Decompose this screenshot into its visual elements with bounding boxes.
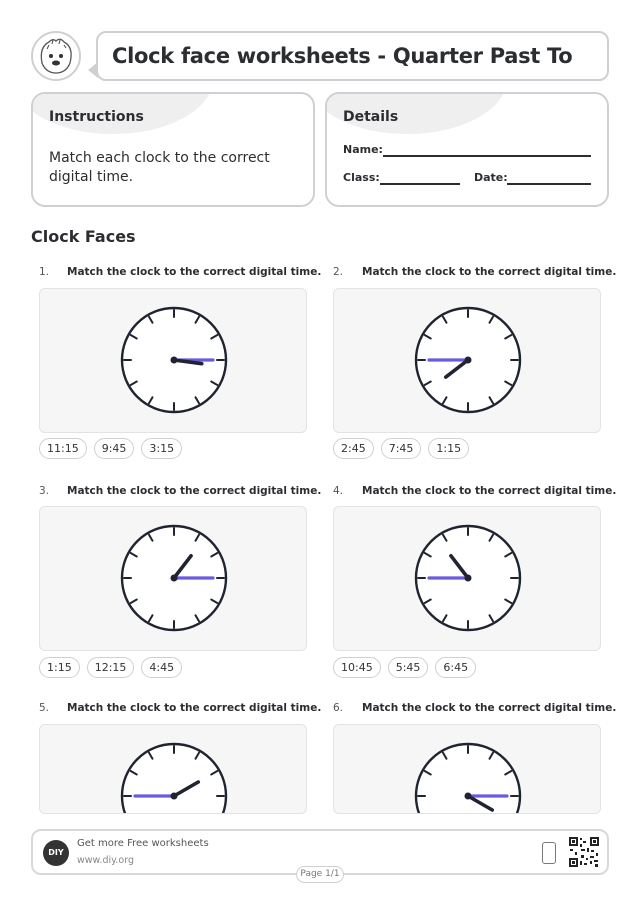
section-title: Clock Faces <box>31 227 136 246</box>
question-number: 3. <box>39 485 50 497</box>
footer-url[interactable]: www.diy.org <box>77 855 134 866</box>
name-field[interactable] <box>383 155 591 157</box>
answer-options <box>333 438 469 459</box>
clock-face <box>119 523 229 633</box>
answer-option[interactable]: 1:15 <box>428 438 469 459</box>
clock-face <box>413 741 523 814</box>
name-label: Name: <box>343 143 383 156</box>
clock-face <box>413 305 523 415</box>
answer-options <box>333 657 476 678</box>
question-number: 5. <box>39 702 50 714</box>
question-number: 2. <box>333 266 344 278</box>
clock-panel <box>333 506 601 651</box>
clock-panel <box>333 288 601 433</box>
answer-option[interactable]: 3:15 <box>141 438 182 459</box>
answer-option[interactable]: 11:15 <box>39 438 87 459</box>
question-prompt: Match the clock to the correct digital time. <box>67 485 322 497</box>
question-number: 6. <box>333 702 344 714</box>
clock-center <box>171 357 178 364</box>
instructions-text: Match each clock to the correct digital time. <box>49 150 270 185</box>
page-indicator: Page 1/1 <box>296 866 344 883</box>
phone-icon <box>542 842 556 864</box>
clock-center <box>171 575 178 582</box>
mascot-icon <box>31 31 81 81</box>
clock-panel <box>39 288 307 433</box>
answer-option[interactable]: 1:15 <box>39 657 80 678</box>
answer-option[interactable]: 9:45 <box>94 438 135 459</box>
answer-option[interactable]: 12:15 <box>87 657 135 678</box>
details-heading: Details <box>343 109 399 125</box>
class-field[interactable] <box>380 183 460 185</box>
diy-logo-icon: DIY <box>43 840 69 866</box>
qr-code-icon <box>568 836 600 868</box>
clock-rim <box>416 744 520 814</box>
answer-option[interactable]: 4:45 <box>141 657 182 678</box>
question-number: 1. <box>39 266 50 278</box>
question-prompt: Match the clock to the correct digital time. <box>67 266 322 278</box>
clock-center <box>465 575 472 582</box>
clock-center <box>465 793 472 800</box>
page-title: Clock face worksheets - Quarter Past To <box>112 44 573 68</box>
class-label: Class: <box>343 171 380 184</box>
question-prompt: Match the clock to the correct digital time. <box>362 266 617 278</box>
details-card <box>325 92 609 207</box>
instructions-heading: Instructions <box>49 109 144 125</box>
question-number: 4. <box>333 485 344 497</box>
footer-promo-text: Get more Free worksheets <box>77 838 209 849</box>
clock-face <box>119 305 229 415</box>
clock-rim <box>122 744 226 814</box>
date-label: Date: <box>474 171 508 184</box>
answer-options <box>39 657 182 678</box>
clock-center <box>465 357 472 364</box>
question-prompt: Match the clock to the correct digital time. <box>67 702 322 714</box>
clock-panel <box>39 724 307 814</box>
clock-panel <box>333 724 601 814</box>
answer-option[interactable]: 2:45 <box>333 438 374 459</box>
answer-option[interactable]: 6:45 <box>435 657 476 678</box>
answer-option[interactable]: 5:45 <box>388 657 429 678</box>
clock-face <box>413 523 523 633</box>
instructions-card <box>31 92 315 207</box>
answer-option[interactable]: 7:45 <box>381 438 422 459</box>
clock-panel <box>39 506 307 651</box>
date-field[interactable] <box>507 183 591 185</box>
clock-face <box>119 741 229 814</box>
title-box <box>96 31 609 81</box>
question-prompt: Match the clock to the correct digital time. <box>362 485 617 497</box>
question-prompt: Match the clock to the correct digital time. <box>362 702 617 714</box>
clock-center <box>171 793 178 800</box>
answer-options <box>39 438 182 459</box>
answer-option[interactable]: 10:45 <box>333 657 381 678</box>
